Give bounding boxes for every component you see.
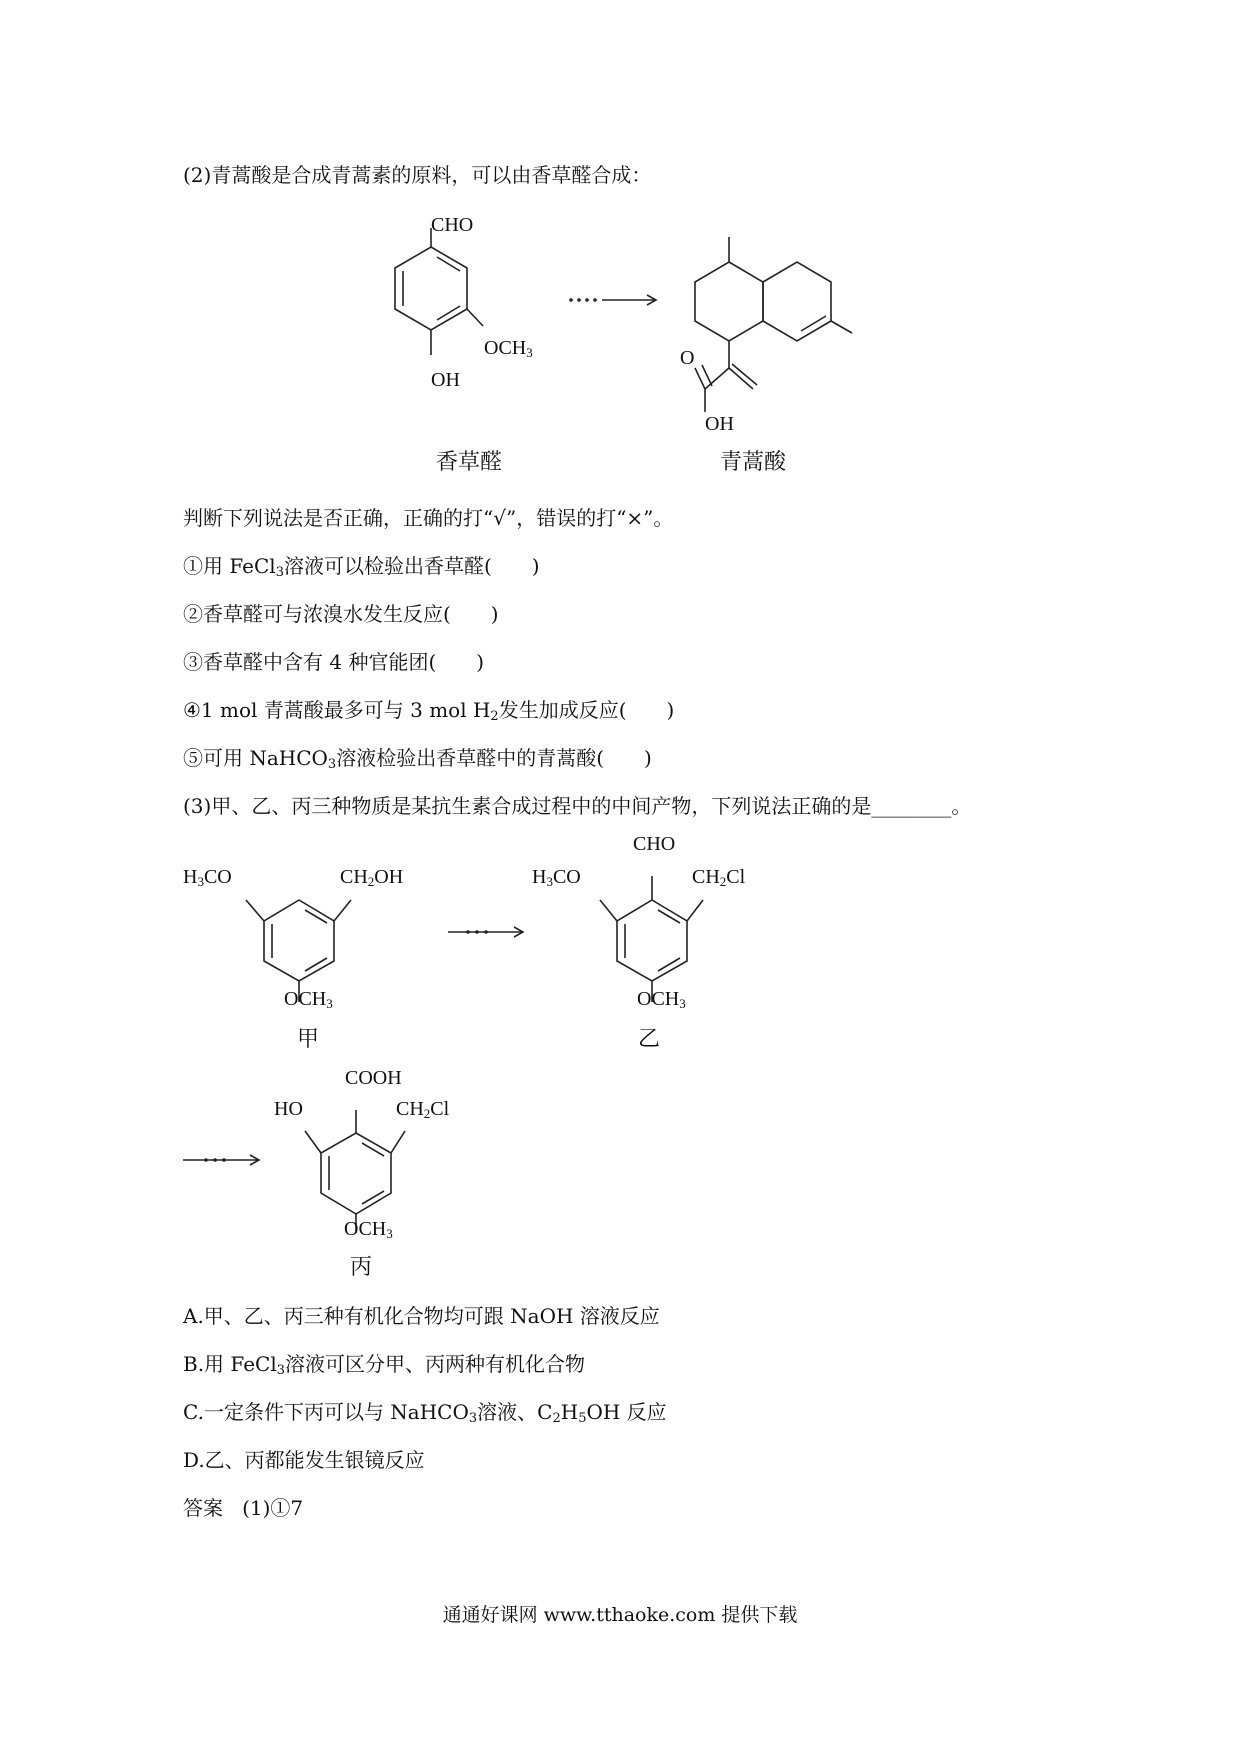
bing-ch2cl: $CH_2Cl$ <box>396 1098 450 1121</box>
option-d: D.乙、丙都能发生银镜反应 <box>183 1448 425 1472</box>
bing-name: 丙 <box>350 1255 373 1280</box>
judge-instruction: 判断下列说法是否正确，正确的打“√”，错误的打“×”。 <box>183 506 674 530</box>
artemisinic-acid-rings <box>695 237 852 412</box>
yi-name: 乙 <box>638 1027 661 1052</box>
bing-ho: HO <box>274 1098 303 1120</box>
statement-5: ⑤可用 NaHCO$_3$溶液检验出香草醛中的青蒿酸( ) <box>183 746 652 772</box>
option-a: A.甲、乙、丙三种有机化合物均可跟 NaOH 溶液反应 <box>183 1304 660 1328</box>
artemisinic-o: O <box>680 347 695 369</box>
reaction-arrow-1 <box>602 295 656 305</box>
jia-ring <box>246 900 351 1002</box>
yi-cho: CHO <box>633 833 676 855</box>
statement-2: ②香草醛可与浓溴水发生反应( ) <box>183 602 499 626</box>
jia-h3co: $H_3CO$ <box>183 866 232 889</box>
bing-och3: $OCH_3$ <box>344 1218 393 1241</box>
answer-label: 答案 <box>183 1496 223 1520</box>
vanillin-och3: $OCH_3$ <box>484 337 533 360</box>
vanillin-cho: CHO <box>431 214 474 236</box>
jia-och3: $OCH_3$ <box>284 988 333 1011</box>
answer-line <box>183 1495 303 1521</box>
bing-cooh: COOH <box>345 1067 402 1089</box>
bing-ring <box>305 1110 405 1233</box>
artemisinic-name: 青蒿酸 <box>720 450 787 475</box>
yi-h3co: $H_3CO$ <box>532 866 581 889</box>
statement-3: ③香草醛中含有 4 种官能团( ) <box>183 650 485 674</box>
vanillin-oh: OH <box>431 369 460 391</box>
vanillin-ring <box>395 228 483 355</box>
reaction-arrow-3 <box>183 1155 259 1165</box>
jia-ch2oh: $CH_2OH$ <box>340 866 404 889</box>
jia-name: 甲 <box>297 1027 320 1052</box>
statement-1: ①用 FeCl$_3$溶液可以检验出香草醛( ) <box>183 554 540 580</box>
vanillin-name: 香草醛 <box>436 450 503 475</box>
part2-intro: (2)青蒿酸是合成青蒿素的原料，可以由香草醛合成： <box>183 163 652 187</box>
part3-question: (3)甲、乙、丙三种物质是某抗生素合成过程中的中间产物，下列说法正确的是________。 <box>183 794 972 818</box>
yi-ch2cl: $CH_2Cl$ <box>692 866 746 889</box>
option-c: C.一定条件下丙可以与 NaHCO$_3$溶液、$C_2H_5OH$ 反应 <box>183 1400 667 1426</box>
option-b: B.用 FeCl$_3$溶液可区分甲、丙两种有机化合物 <box>183 1352 586 1378</box>
answer-text: (1)①7 <box>242 1496 304 1520</box>
artemisinic-oh: OH <box>705 413 734 435</box>
yi-och3: $OCH_3$ <box>637 988 686 1011</box>
yi-ring <box>600 876 703 1002</box>
page-footer: 通通好课网 www.tthaoke.com 提供下载 <box>442 1604 798 1626</box>
statement-4: ④1 mol 青蒿酸最多可与 3 mol $H_2$发生加成反应( ) <box>183 698 675 724</box>
